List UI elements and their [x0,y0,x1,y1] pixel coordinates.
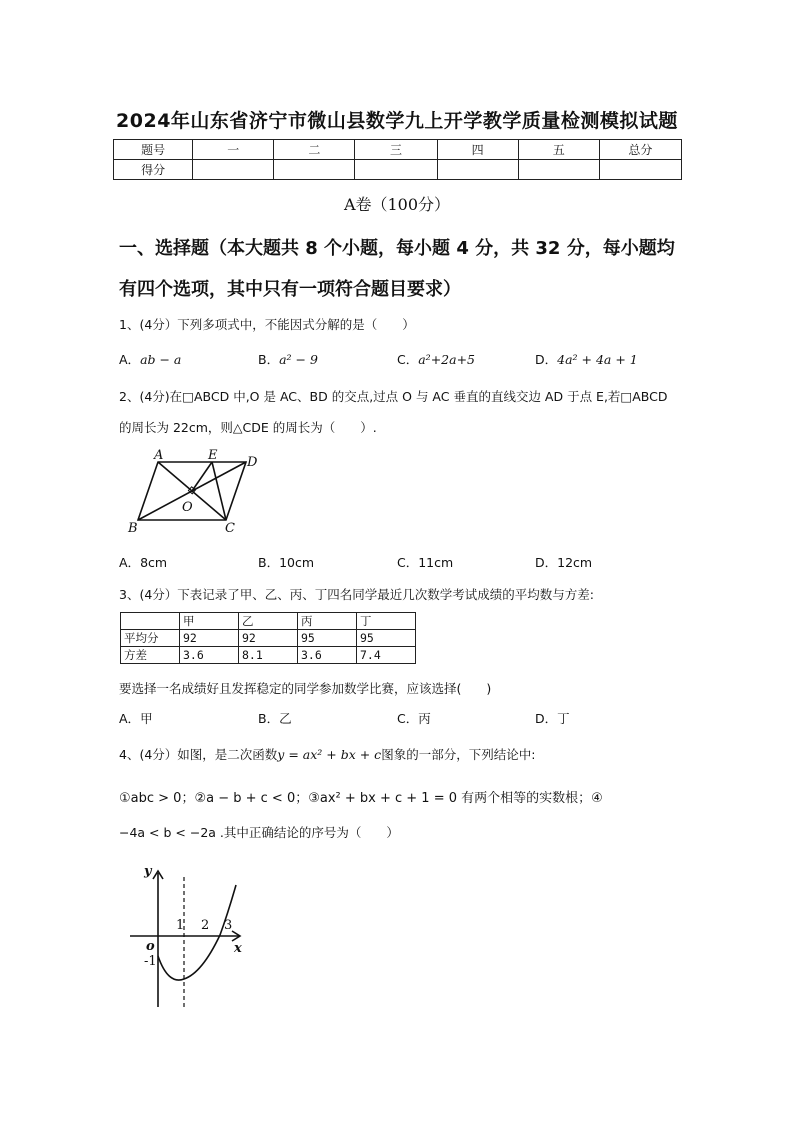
option-label: C． [397,711,419,726]
q3-option-a [119,709,153,727]
stats-header-row [121,613,416,630]
q2-option-b [258,553,314,571]
option-label: D． [535,711,558,726]
stats-cell: 丁 [357,613,416,630]
score-table [113,139,682,180]
stats-cell: 8.1 [239,647,298,664]
stats-cell: 平均分 [121,630,180,647]
q2-stem-line2: 的周长为 22cm，则△CDE 的周长为（ ）. [119,420,377,435]
stats-cell: 95 [357,630,416,647]
line-eo [192,462,212,491]
option-label: B． [258,352,280,367]
stats-row-variance [121,647,416,664]
q2-option-d [535,553,592,571]
q4-stem [119,745,535,763]
option-text: 甲 [140,711,153,726]
option-text: 8cm [140,555,168,570]
q3-question: 要选择一名成绩好且发挥稳定的同学参加数学比赛，应该选择( ) [119,681,492,696]
score-header-cell: 一 [193,140,274,160]
q3-option-c [397,709,431,727]
q1-option-b [258,350,318,368]
tick-label-1: 1 [176,918,185,933]
option-label: C． [397,555,419,570]
score-input-cell[interactable] [193,160,274,180]
stats-cell: 丙 [298,613,357,630]
score-header-cell: 二 [274,140,355,160]
stats-cell: 甲 [180,613,239,630]
score-input-cell[interactable] [355,160,437,180]
score-input-cell[interactable] [518,160,599,180]
score-input-cell[interactable] [437,160,518,180]
option-label: C． [397,352,419,367]
q2-stem-line1: 2、(4分)在□ABCD 中,O 是 AC、BD 的交点,过点 O 与 AC 垂直的直线交边 AD 于点 E,若□ABCD [119,389,668,404]
tick-label-2: 2 [201,918,210,933]
label-c: C [225,521,235,536]
page-title: 2024年山东省济宁市微山县数学九上开学教学质量检测模拟试题 [116,110,678,132]
q4-stem-expr: y = ax² + bx + c [277,747,382,762]
option-label: A． [119,711,141,726]
q4-conclusions-line: ①abc > 0；②a − b + c < 0；③ax² + bx + c + 1 = 0 有两个相等的实数根；④ [119,791,603,806]
q2-option-c [397,553,453,571]
line-ec [212,462,226,520]
label-d: D [247,455,258,470]
q4-stem-prefix: 4、(4分）如图，是二次函数 [119,747,278,762]
option-label: A． [119,352,141,367]
label-a: A [154,448,164,463]
option-expr: 4a² + 4a + 1 [557,352,638,367]
q4-question-line: −4a < b < −2a .其中正确结论的序号为（ ） [119,825,399,840]
q3-stats-table [120,612,416,664]
tick-label-minus-1: -1 [144,954,157,969]
score-input-cell[interactable] [274,160,355,180]
option-text: 11cm [418,555,454,570]
stats-cell: 95 [298,630,357,647]
q2-option-a [119,553,167,571]
option-label: A． [119,555,141,570]
option-text: 丙 [418,711,431,726]
stats-row-average [121,630,416,647]
stats-cell: 3.6 [180,647,239,664]
label-b: B [128,521,138,536]
score-table-score-row [114,160,682,180]
part1-heading-line1: 一、选择题（本大题共 8 个小题，每小题 4 分，共 32 分，每小题均 [119,238,675,259]
x-label: x [234,941,242,956]
parallelogram-figure [120,448,270,538]
option-label: B． [258,555,280,570]
stats-cell [121,613,180,630]
stats-cell: 92 [239,630,298,647]
y-label: y [144,864,152,879]
option-expr: a² − 9 [279,352,318,367]
option-text: 10cm [279,555,315,570]
q1-stem: 1、(4分）下列多项式中，不能因式分解的是（ ） [119,317,415,332]
score-header-cell: 三 [355,140,437,160]
option-text: 12cm [557,555,593,570]
section-a-heading: A卷（100分） [343,195,451,214]
score-header-cell: 总分 [599,140,681,160]
q1-option-c [397,350,475,368]
option-label: D． [535,555,558,570]
option-label: D． [535,352,558,367]
part1-heading-line2: 有四个选项，其中只有一项符合题目要求） [119,279,461,300]
tick-label-3: 3 [224,918,233,933]
option-text: 丁 [557,711,570,726]
score-input-cell[interactable] [599,160,681,180]
score-header-cell: 五 [518,140,599,160]
stats-cell: 乙 [239,613,298,630]
stats-cell: 92 [180,630,239,647]
option-text: 乙 [279,711,292,726]
q1-option-a [119,350,181,368]
stats-cell: 7.4 [357,647,416,664]
q3-option-b [258,709,292,727]
score-header-cell: 四 [437,140,518,160]
q3-stem: 3、(4分）下表记录了甲、乙、丙、丁四名同学最近几次数学考试成绩的平均数与方差: [119,587,594,602]
option-expr: ab − a [140,352,182,367]
origin-label: o [146,939,155,954]
q4-stem-suffix: 图象的一部分，下列结论中: [381,747,536,762]
parabola-graph [128,855,258,1015]
stats-cell: 3.6 [298,647,357,664]
q3-option-d [535,709,570,727]
score-table-header-row [114,140,682,160]
stats-cell: 方差 [121,647,180,664]
score-header-cell: 题号 [114,140,193,160]
label-e: E [208,448,218,463]
score-row-label: 得分 [114,160,193,180]
q1-option-d [535,350,638,368]
option-expr: a²+2a+5 [418,352,476,367]
label-o: O [182,500,193,515]
option-label: B． [258,711,280,726]
